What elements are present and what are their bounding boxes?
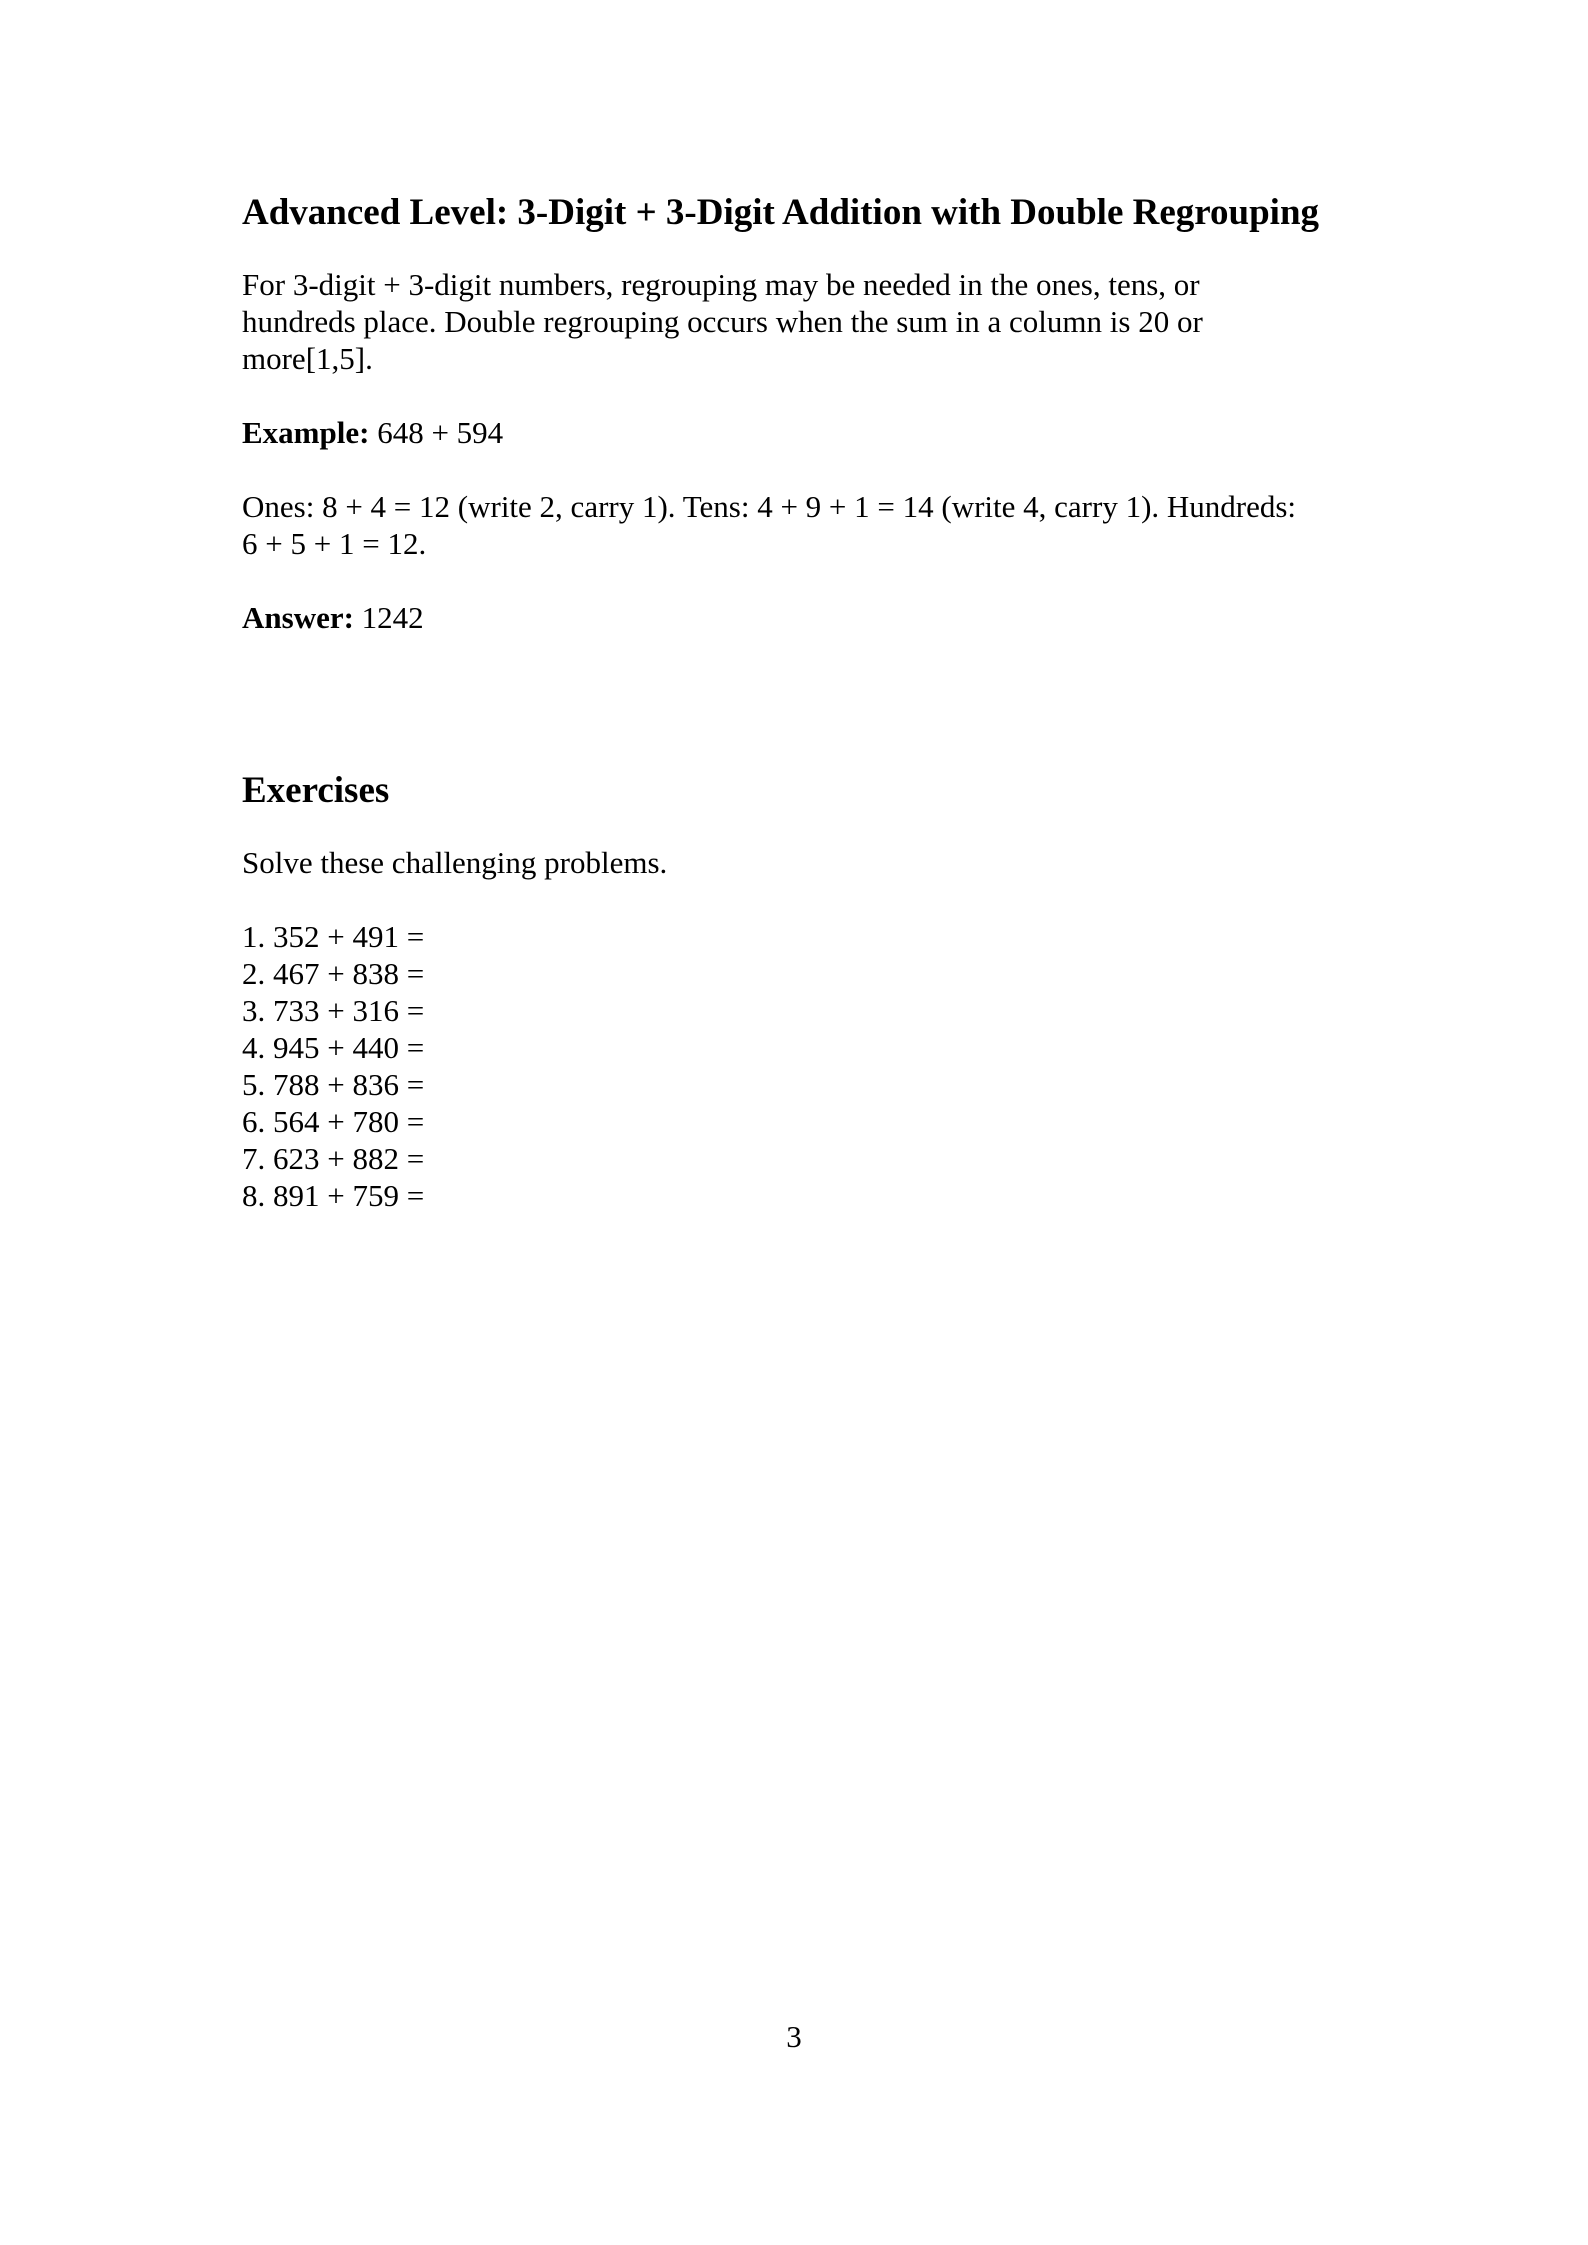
exercise-item: 2. 467 + 838 = <box>242 956 425 991</box>
section-heading: Advanced Level: 3-Digit + 3-Digit Addition with Double Regrouping <box>242 192 1320 233</box>
intro-paragraph <box>242 266 1362 377</box>
exercise-item: 8. 891 + 759 = <box>242 1178 425 1213</box>
exercise-item: 7. 623 + 882 = <box>242 1141 425 1176</box>
steps-paragraph <box>242 488 1362 562</box>
exercises-heading: Exercises <box>242 770 390 811</box>
example-value: 648 + 594 <box>369 415 504 450</box>
page-number: 3 <box>786 2019 802 2054</box>
answer-label: Answer: <box>242 600 354 635</box>
exercises-instruction: Solve these challenging problems. <box>242 845 668 880</box>
exercise-item: 6. 564 + 780 = <box>242 1104 425 1139</box>
answer-line <box>242 599 1362 636</box>
page-content <box>242 190 1362 1214</box>
intro-line: For 3-digit + 3-digit numbers, regrouping may be needed in the ones, tens, or <box>242 267 1200 302</box>
example-label: Example: <box>242 415 370 450</box>
answer-value: 1242 <box>353 600 424 635</box>
intro-line: hundreds place. Double regrouping occurs when the sum in a column is 20 or <box>242 304 1203 339</box>
exercise-item: 4. 945 + 440 = <box>242 1030 425 1065</box>
exercise-list <box>242 918 1362 1214</box>
steps-line: 6 + 5 + 1 = 12. <box>242 526 427 561</box>
exercise-item: 5. 788 + 836 = <box>242 1067 425 1102</box>
example-line <box>242 414 1362 451</box>
intro-line: more[1,5]. <box>242 341 373 376</box>
exercise-item: 1. 352 + 491 = <box>242 919 425 954</box>
steps-line: Ones: 8 + 4 = 12 (write 2, carry 1). Tens: 4 + 9 + 1 = 14 (write 4, carry 1). Hundreds: <box>242 489 1297 524</box>
exercise-item: 3. 733 + 316 = <box>242 993 425 1028</box>
